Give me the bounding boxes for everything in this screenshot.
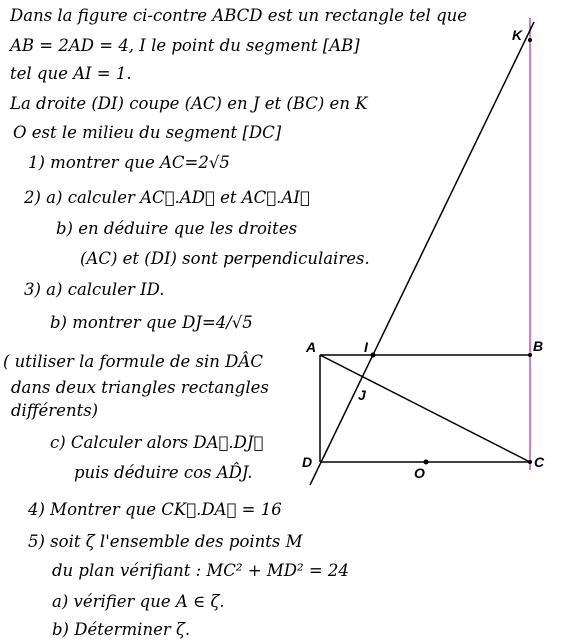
line-2: AB = 2AD = 4, I le point du segment [AB] — [10, 36, 360, 55]
point-o-marker — [424, 460, 429, 465]
line-4: La droite (DI) coupe (AC) en J et (BC) en K — [10, 94, 368, 113]
line-15: c) Calculer alors DA⃗.DJ⃗ — [50, 433, 264, 452]
point-b-marker — [528, 353, 532, 357]
line-3: tel que AI = 1. — [10, 64, 132, 83]
label-k: K — [512, 27, 523, 43]
point-c-marker — [528, 460, 532, 464]
line-12: ( utiliser la formule de sin DÂC — [3, 352, 263, 371]
label-d: D — [302, 454, 313, 470]
line-17: 4) Montrer que CK⃗.DA⃗ = 16 — [28, 500, 282, 519]
line-19: du plan vérifiant : MC² + MD² = 24 — [52, 561, 349, 580]
line-9: (AC) et (DI) sont perpendiculaires. — [80, 249, 370, 268]
line-6: 1) montrer que AC=2√5 — [28, 153, 230, 172]
line-16: puis déduire cos AD̂J. — [74, 463, 253, 482]
line-5: O est le milieu du segment [DC] — [13, 123, 282, 142]
line-10: 3) a) calculer ID. — [24, 280, 165, 299]
line-21: b) Déterminer ζ. — [52, 620, 191, 639]
line-1: Dans la figure ci-contre ABCD est un rectangle tel que — [10, 6, 468, 25]
line-7: 2) a) calculer AC⃗.AD⃗ et AC⃗.AI⃗ — [24, 188, 310, 207]
line-14: différents) — [11, 401, 99, 420]
label-i: I — [364, 339, 368, 355]
label-b: B — [533, 338, 544, 354]
line-20: a) vérifier que A ∈ ζ. — [52, 592, 225, 611]
line-di — [310, 22, 534, 485]
label-o: O — [414, 465, 425, 481]
label-a: A — [306, 339, 317, 355]
label-j: J — [358, 387, 366, 403]
line-11: b) montrer que DJ=4/√5 — [50, 313, 253, 332]
segment-ac — [320, 355, 530, 462]
point-k-marker — [528, 38, 532, 42]
line-8: b) en déduire que les droites — [56, 219, 298, 238]
label-c: C — [534, 454, 545, 470]
line-13: dans deux triangles rectangles — [11, 378, 269, 397]
line-18: 5) soit ζ l'ensemble des points M — [28, 532, 303, 551]
point-i-marker — [371, 353, 376, 358]
